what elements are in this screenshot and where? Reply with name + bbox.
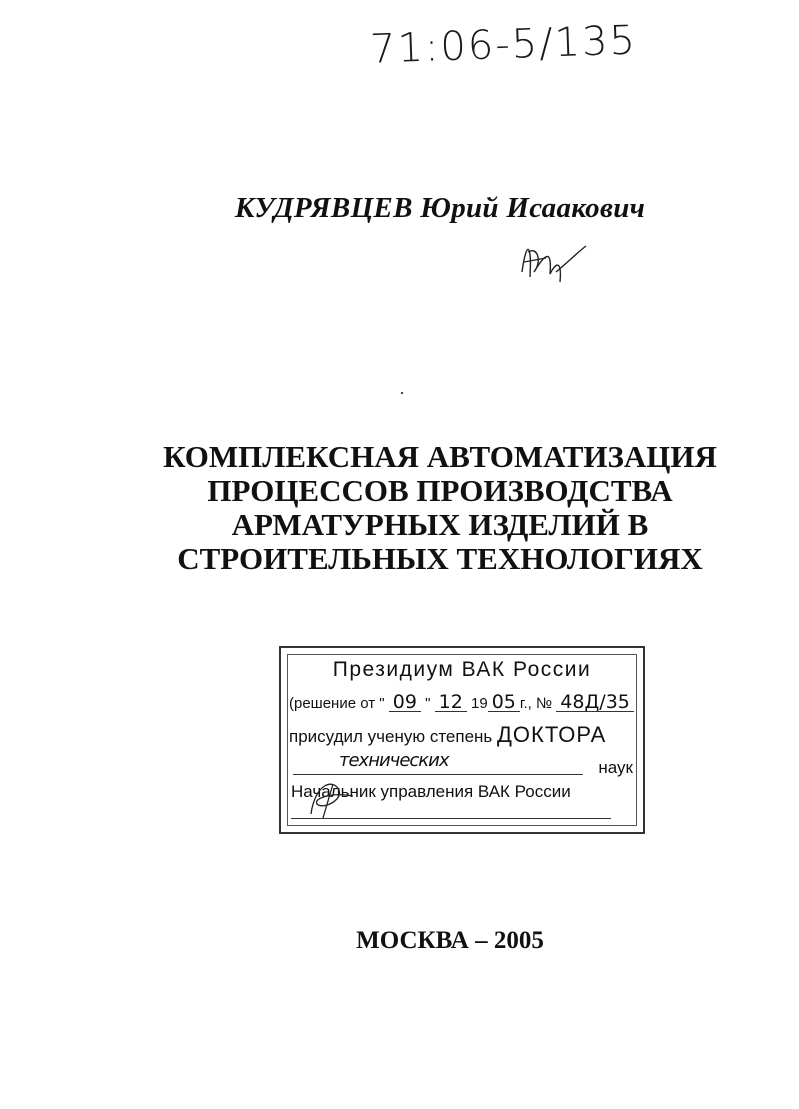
decision-number-label: г., №: [519, 695, 553, 712]
degree-label: ДОКТОРА: [497, 722, 607, 747]
awarded-prefix: присудил ученую степень: [289, 727, 493, 746]
title-line: СТРОИТЕЛЬНЫХ ТЕХНОЛОГИЯХ: [177, 541, 703, 576]
field-handwritten: технических: [339, 750, 449, 771]
title-line: АРМАТУРНЫХ ИЗДЕЛИЙ В: [231, 507, 649, 542]
handwritten-code: 71:06-5/135: [369, 17, 638, 73]
scan-speck: [401, 392, 403, 394]
city-year: МОСКВА – 2005: [356, 927, 544, 954]
author-name: КУДРЯВЦЕВ Юрий Исаакович: [234, 192, 646, 224]
stamp-signature-line: [291, 818, 611, 819]
decision-quote: ": [425, 695, 431, 712]
stamp-header: Президиум ВАК России: [332, 658, 592, 681]
decision-month: 12: [435, 694, 467, 712]
title-line: ПРОЦЕССОВ ПРОИЗВОДСТВА: [207, 473, 673, 508]
title-line: КОМПЛЕКСНАЯ АВТОМАТИЗАЦИЯ: [163, 439, 717, 474]
author-signature: [512, 232, 592, 292]
chief-signature: [303, 774, 363, 822]
field-suffix: наук: [598, 758, 633, 777]
decision-year-suffix: 05: [488, 694, 520, 712]
decision-year-prefix: 19: [471, 695, 488, 712]
stamp-decision-line: [289, 691, 634, 713]
vak-stamp: [279, 646, 645, 834]
decision-day: 09: [389, 694, 421, 712]
stamp-degree-line: [289, 722, 606, 748]
decision-prefix: (решение от ": [289, 695, 385, 712]
decision-number: 48Д/35: [556, 694, 634, 712]
thesis-title: [120, 440, 760, 576]
stamp-chief-label: Начальник управления ВАК России: [291, 782, 571, 801]
